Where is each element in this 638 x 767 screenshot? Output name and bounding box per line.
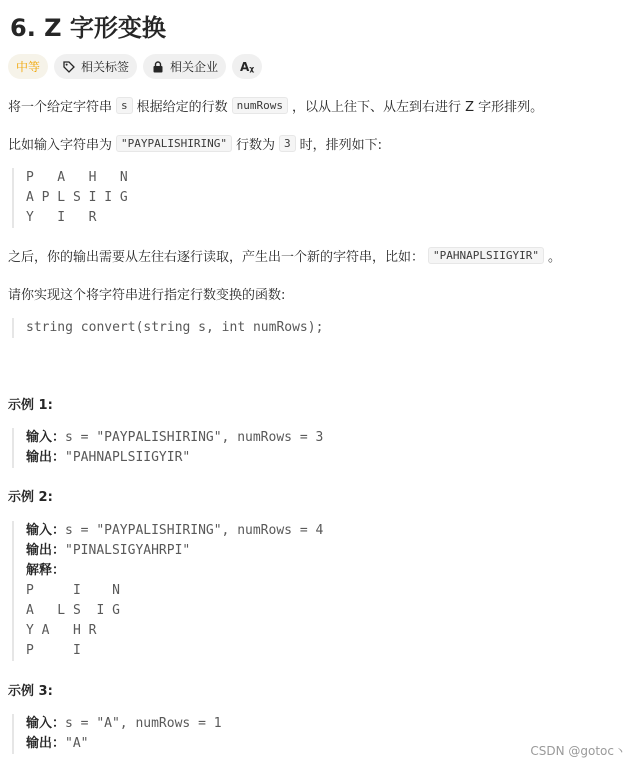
lock-icon (151, 60, 165, 74)
output-value: "PINALSIGYAHRPI" (65, 543, 191, 558)
example-3-title: 示例 3: (8, 684, 53, 699)
font-size-button[interactable] (232, 54, 262, 79)
description-paragraph-4: 请你实现这个将字符串进行指定行数变换的函数: (8, 288, 286, 303)
explain-line: Y A H R (26, 623, 97, 638)
problem-title: 6. Z 字形变换 (10, 14, 166, 42)
example-explain (26, 561, 323, 581)
inline-code: "PAHNAPLSIIGYIR" (428, 247, 544, 264)
input-label: 输入： (26, 430, 66, 445)
input-label: 输入： (26, 716, 66, 731)
example-input (26, 714, 222, 734)
related-companies-label: 相关企业 (170, 60, 219, 74)
tag-bar (8, 54, 262, 79)
output-label: 输出： (26, 736, 66, 751)
text-segment: 之后，你的输出需要从左往右逐行读取，产生出一个新的字符串，比如： (8, 250, 425, 265)
description-paragraph-3 (8, 246, 561, 265)
zigzag-line: A P L S I I G (26, 190, 128, 205)
zigzag-line: P A H N (26, 170, 128, 185)
example-3-block (12, 714, 222, 754)
description-paragraph-1 (8, 96, 543, 115)
zigzag-block (12, 168, 128, 228)
output-value: "A" (65, 736, 89, 751)
example-2-title: 示例 2: (8, 490, 53, 505)
text-segment: 将一个给定字符串 (8, 100, 113, 115)
text-segment: 时，排列如下: (299, 138, 383, 153)
example-2-block (12, 521, 323, 661)
input-value: s = "PAYPALISHIRING", numRows = 4 (65, 523, 324, 538)
text-segment: 行数为 (235, 138, 275, 153)
text-segment: 。 (547, 250, 561, 265)
inline-code: "PAYPALISHIRING" (116, 135, 232, 152)
example-1-block (12, 428, 323, 468)
inline-code: numRows (232, 97, 288, 114)
example-input (26, 521, 323, 541)
example-output (26, 448, 323, 468)
example-1-title: 示例 1: (8, 398, 53, 413)
output-label: 输出： (26, 450, 66, 465)
input-value: s = "PAYPALISHIRING", numRows = 3 (65, 430, 324, 445)
text-segment: 根据给定的行数 (136, 100, 228, 115)
text-segment: ，以从上往下、从左到右进行 Z 字形排列。 (292, 100, 544, 115)
text-segment: 比如输入字符串为 (8, 138, 113, 153)
related-tags-button[interactable] (54, 54, 137, 79)
example-output (26, 734, 222, 754)
example-input (26, 428, 323, 448)
input-value: s = "A", numRows = 1 (65, 716, 222, 731)
font-size-icon: Aᵪ (240, 59, 255, 74)
zigzag-line: Y I R (26, 210, 97, 225)
function-signature: string convert(string s, int numRows); (26, 320, 324, 335)
explain-line: P I (26, 643, 81, 658)
function-signature-block (12, 318, 323, 338)
watermark: CSDN @gotoc丶 (530, 744, 626, 758)
related-tags-label: 相关标签 (81, 60, 130, 74)
difficulty-badge[interactable]: 中等 (8, 54, 48, 79)
input-label: 输入： (26, 523, 66, 538)
explain-label: 解释： (26, 563, 66, 578)
inline-code: s (116, 97, 133, 114)
tag-icon (62, 60, 76, 74)
explain-line: A L S I G (26, 603, 120, 618)
output-label: 输出： (26, 543, 66, 558)
related-companies-button[interactable] (143, 54, 226, 79)
description-paragraph-2 (8, 134, 382, 153)
explain-line: P I N (26, 583, 120, 598)
inline-code: 3 (279, 135, 296, 152)
example-output (26, 541, 323, 561)
output-value: "PAHNAPLSIIGYIR" (65, 450, 191, 465)
